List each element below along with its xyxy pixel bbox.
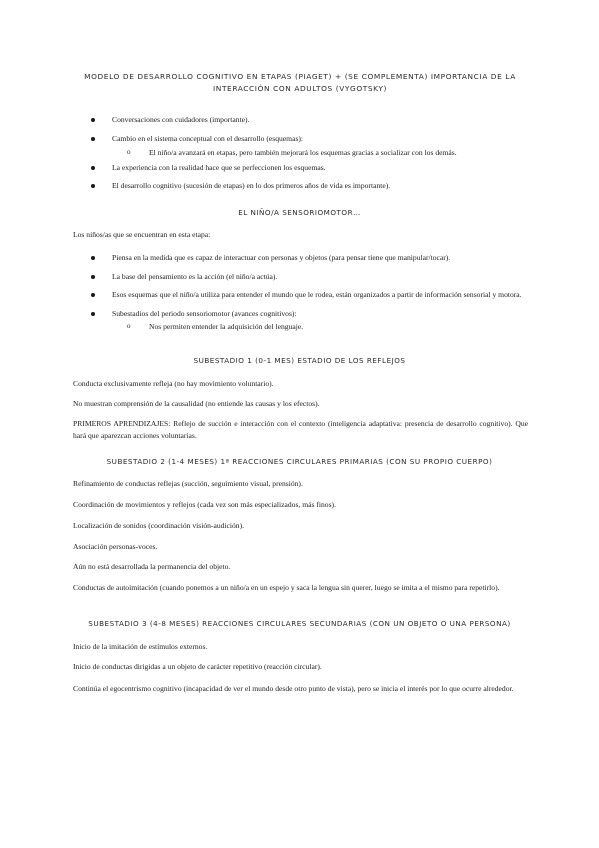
subestadio-1-heading: SUBESTADIO 1 (0-1 MES) ESTADIO DE LOS REFLEJOS xyxy=(193,356,406,365)
subestadio-2-para: Conductas de autoimitación (cuando ponemos a un niño/a en un espejo y saca la lengua sin querer, luego se imita a el mismo para repetirlo). xyxy=(73,583,500,592)
subestadio-1-para: No muestran comprensión de la causalidad (no entiende las causas y los efectos). xyxy=(73,399,320,408)
sub-list-item: o Nos permiten entender la adquisición del lenguaje. xyxy=(127,321,528,333)
subestadio-3-para: Continúa el egocentrismo cognitivo (incapacidad de ver el mundo desde otro punto de vista), pero se inicia el interés por lo que ocurre alrededor. xyxy=(73,684,514,693)
list-item: Esos esquemas que el niño/a utiliza para entender el mundo que le rodea, están organizados a partir de información sensorial y motora. xyxy=(91,289,528,301)
sub-list-item: o El niño/a avanzará en etapas, pero también mejorará los esquemas gracias a socializar con los demás. xyxy=(127,147,528,159)
subestadio-1-para: Conducta exclusivamente refleja (no hay movimiento voluntario). xyxy=(73,379,274,388)
list-item: La experiencia con la realidad hace que se perfeccionen los esquemas. xyxy=(91,162,528,174)
section-heading-sensorimotor: EL NIÑO/A SENSORIOMOTOR… xyxy=(238,208,361,217)
list-item: El desarrollo cognitivo (sucesión de etapas) en lo dos primeros años de vida es importante). xyxy=(91,180,528,192)
subestadio-3-para: Inicio de la imitación de estímulos externos. xyxy=(73,642,208,651)
sub-list xyxy=(112,321,528,333)
sensorimotor-intro: Los niños/as que se encuentran en esta etapa: xyxy=(73,230,211,239)
subestadio-2-para: Localización de sonidos (coordinación visión-audición). xyxy=(73,521,245,530)
subestadio-3-para: Inicio de conductas dirigidas a un objeto de carácter repetitivo (reacción circular). xyxy=(73,662,322,671)
subestadio-2-para: Coordinación de movimientos y reflejos (cada vez son más especializados, más finos). xyxy=(73,500,336,509)
list-item xyxy=(91,308,528,333)
subestadio-3-heading: SUBESTADIO 3 (4-8 MESES) REACCIONES CIRCULARES SECUNDARIAS (CON UN OBJETO O UNA PERSONA) xyxy=(88,619,511,628)
subestadio-2-para: Refinamiento de conductas reflejas (succión, seguimiento visual, prensión). xyxy=(73,479,303,488)
subestadio-1-para: PRIMEROS APRENDIZAJES: Reflejo de succión e interacción con el contexto (inteligencia adaptativa: presencia de desarrollo cognitivo). Que hará que aparezcan acciones voluntarias. xyxy=(73,419,528,440)
list-item: Piensa en la medida que es capaz de interactuar con personas y objetos (para pensar tiene que manipular/tocar). xyxy=(91,252,528,264)
list-item: La base del pensamiento es la acción (el niño/a actúa). xyxy=(91,271,528,283)
list-item-text: Subestadios del periodo sensoriomotor (avances cognitivos): xyxy=(112,308,297,318)
subestadio-2-heading: SUBESTADIO 2 (1-4 MESES) 1ª REACCIONES CIRCULARES PRIMARIAS (CON SU PROPIO CUERPO) xyxy=(106,457,493,466)
subestadio-2-para: Aún no está desarrollada la permanencia del objeto. xyxy=(73,562,231,571)
sub-list xyxy=(112,147,528,159)
list-item xyxy=(91,133,528,159)
subestadio-2-para: Asociación personas-voces. xyxy=(73,542,158,551)
list-item-text: Cambio en el sistema conceptual con el desarrollo (esquemas): xyxy=(112,133,304,143)
list-item: Conversaciones con cuidadores (importante). xyxy=(91,114,528,126)
intro-list xyxy=(91,114,528,192)
document-title: MODELO DE DESARROLLO COGNITIVO EN ETAPAS (PIAGET) + (SE COMPLEMENTA) IMPORTANCIA DE LA INTERACCIÓN CON ADULTOS (VYGOTSKY) xyxy=(84,72,516,93)
sensorimotor-list xyxy=(91,252,528,336)
